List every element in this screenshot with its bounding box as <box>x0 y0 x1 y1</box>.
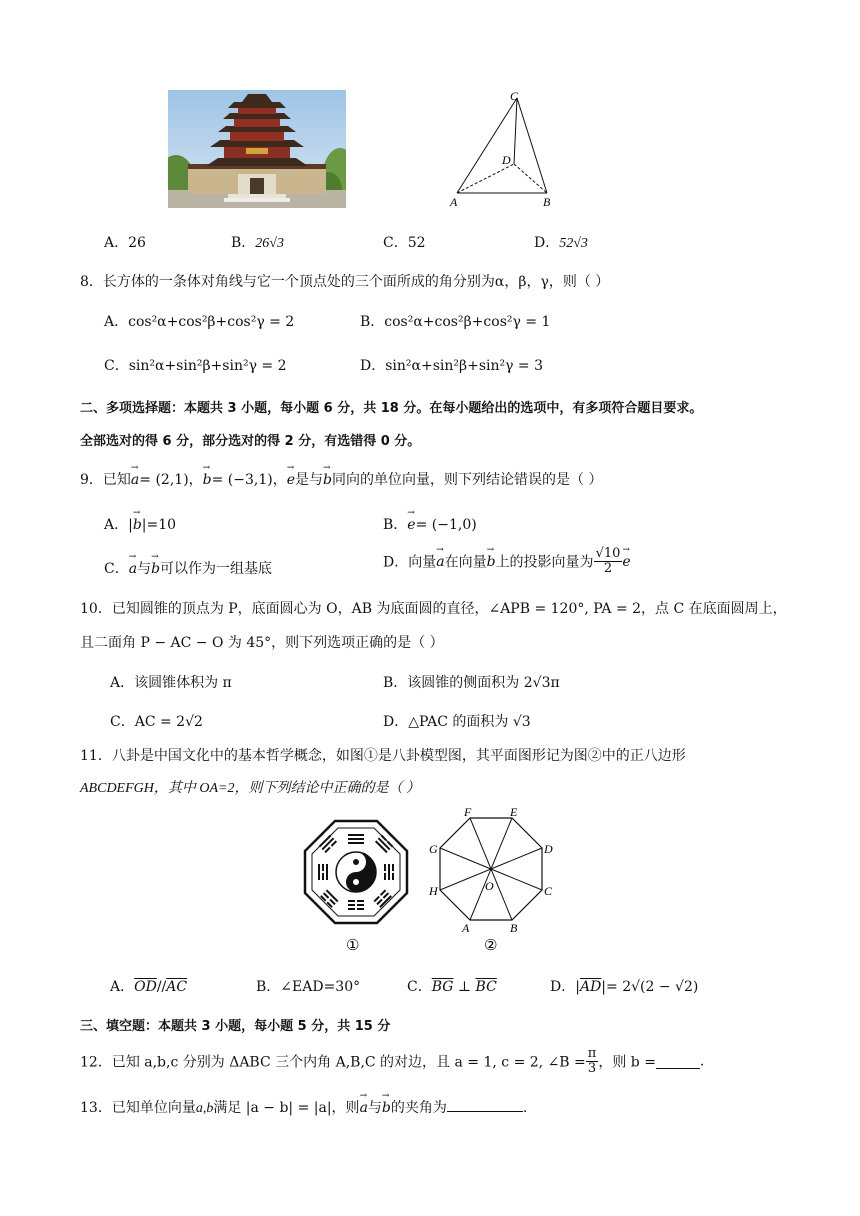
oct-label-d: D <box>544 842 553 856</box>
q11-vec-ad: $\overline{AD}$ <box>579 979 602 995</box>
oct-label-g: G <box>429 842 438 856</box>
tetrahedron-diagram <box>440 86 570 210</box>
vec-b4: → b <box>151 561 160 577</box>
q9-option-c-mid: 与 <box>137 561 152 577</box>
q9-option-d-mid1: 在向量 <box>444 554 487 571</box>
q11-vec-od: $\overline{OD}$ <box>134 979 157 995</box>
q11-vec-bc: $\overline{BC}$ <box>475 979 497 995</box>
pagoda-photo <box>168 90 346 208</box>
oct-label-f: F <box>464 805 472 819</box>
q9-fraction <box>594 547 623 576</box>
oct-label-a: A <box>462 921 470 935</box>
q11-option-a <box>110 976 187 996</box>
q12-stem: 12．已知 a,b,c 分别为 ΔABC 三个内角 A,B,C 的对边，且 a = 1, c = 2, ∠B = $\frac{\pi}{3}$ ，则 b = . <box>80 1046 705 1076</box>
q11-stem-line2: ABCDEFGH，其中 OA=2，则下列结论中正确的是（ ） <box>80 781 420 796</box>
q10-stem-line2: 且二面角 P − AC − O 为 45°，则下列选项正确的是（ ） <box>80 635 444 651</box>
label-a: A <box>450 195 458 209</box>
q10-option-d: D．△PAC 的面积为 √3 <box>383 714 531 730</box>
vec-b: → b <box>203 472 212 488</box>
vec-b3: → b <box>133 517 142 533</box>
section2-heading-line1: 二、多项选择题：本题共 3 小题，每小题 6 分，共 18 分。在每小题给出的选项中，有多项符合题目要求。 <box>80 401 703 416</box>
label-b: B <box>543 195 551 209</box>
q11-option-a-pre: A． <box>110 979 135 995</box>
bagua-figure <box>300 816 412 956</box>
edge-ad <box>457 164 514 193</box>
q11-option-c-pre: C． <box>407 979 432 995</box>
q9-option-b-post: = (−1,0) <box>415 517 477 533</box>
q11-option-c <box>407 976 497 996</box>
vec-e: → e <box>287 472 295 488</box>
vec-a2: → a <box>129 561 137 577</box>
q7-option-d-prefix: D． <box>534 235 560 251</box>
q12-stem-post: ，则 b = <box>598 1054 656 1071</box>
q9-option-b-pre: B． <box>383 517 408 533</box>
oct-label-o: O <box>485 879 494 893</box>
q10-option-a: A．该圆锥体积为 π <box>110 675 232 691</box>
q9-option-c-post: 可以作为一组基底 <box>160 561 273 577</box>
q7-option-a: A．26 <box>104 235 146 251</box>
q8-stem: 8．长方体的一条体对角线与它一个顶点处的三个面所成的角分别为α，β，γ，则（ ） <box>80 274 610 290</box>
section3-heading: 三、填空题：本题共 3 小题，每小题 5 分，共 15 分 <box>80 1019 391 1034</box>
q11-stem-line1: 11．八卦是中国文化中的基本哲学概念，如图①是八卦模型图，其平面图形记为图②中的正八边形 <box>80 748 686 764</box>
q13-cond: 满足 |a − b| = |a|，则 <box>213 1100 360 1116</box>
q10-option-c: C．AC = 2√2 <box>110 714 203 730</box>
q11-vec-ac: $\overline{AC}$ <box>166 979 188 995</box>
q7-option-d-value: 52√3 <box>559 236 588 251</box>
q9-e-text: 是与 <box>295 472 324 488</box>
q13-stem-pre: 13．已知单位向量 <box>80 1100 196 1116</box>
q9-option-c <box>104 558 272 578</box>
oct-label-c: C <box>544 884 553 898</box>
q9-frac-num: √10 <box>595 546 621 561</box>
vec-b2: → b <box>323 472 332 488</box>
q12-stem-pre: 12．已知 a,b,c 分别为 ΔABC 三个内角 A,B,C 的对边，且 a = 1, c = 2, ∠B = <box>80 1054 586 1071</box>
oct-label-e: E <box>510 805 518 819</box>
figure1-label: ① <box>346 936 360 954</box>
q11-option-d: D．$|\overline{AD}|= 2√(2 - √2)$ <box>550 979 699 995</box>
oct-label-b: B <box>510 921 518 935</box>
q9-option-d-mid2: 上的投影向量为 <box>495 554 594 571</box>
edge-cb <box>517 98 547 193</box>
q8-option-d: D．sin²α+sin²β+sin²γ = 3 <box>360 358 544 374</box>
vec-b5: → b <box>487 554 496 570</box>
vec-e2: → e <box>407 517 415 533</box>
q7-option-b <box>231 232 284 252</box>
q9-stem <box>80 469 602 489</box>
q9-option-c-pre: C． <box>104 561 129 577</box>
q12-answer-blank[interactable] <box>656 1054 700 1069</box>
vec-e3: → e <box>622 554 630 570</box>
q7-option-b-value: 26√3 <box>255 236 284 251</box>
q13-ab: a,b <box>195 1101 214 1116</box>
q11-vec-bg: $\overline{BG}$ <box>431 979 454 995</box>
q12-fraction <box>586 1047 599 1076</box>
q13-answer-blank[interactable] <box>447 1097 523 1112</box>
q11-option-d-pre: D． <box>550 979 576 995</box>
figure2-label: ② <box>484 936 498 954</box>
q12-frac-num: π <box>587 1046 597 1061</box>
q11-option-d-post: = 2√(2 − √2) <box>606 979 699 995</box>
vec-a: → a <box>131 472 139 488</box>
q9-option-d-pre: D．向量 <box>383 554 437 571</box>
octagon-figure <box>426 804 566 956</box>
oct-label-h: H <box>429 884 438 898</box>
q11-option-b: B．∠EAD=30° <box>256 979 361 995</box>
edge-cd <box>514 98 517 164</box>
q9-b-def: = (−3,1)， <box>211 472 287 488</box>
q12-frac-den: 3 <box>587 1061 597 1076</box>
q7-option-d <box>534 232 588 252</box>
vec-a3: → a <box>436 554 444 570</box>
q7-option-c: C．52 <box>383 235 426 251</box>
q9-frac-den: 2 <box>603 561 613 576</box>
q9-option-a-post: |=10 <box>141 517 177 533</box>
label-c: C <box>510 89 519 103</box>
q9-option-b <box>383 514 477 534</box>
edge-ca <box>457 98 517 193</box>
q13-stem-post: 的夹角为 <box>390 1100 447 1116</box>
q7-option-b-prefix: B． <box>231 235 256 251</box>
q13-vec-b: → b <box>382 1100 391 1116</box>
q9-option-d <box>383 547 631 576</box>
q8-option-c: C．sin²α+sin²β+sin²γ = 2 <box>104 358 287 374</box>
q9-stem-post: 同向的单位向量，则下列结论错误的是（ ） <box>332 472 603 488</box>
q8-option-b: B．cos²α+cos²β+cos²γ = 1 <box>360 314 551 330</box>
q11-option-c-mid: ⊥ <box>453 979 476 995</box>
q13-vec-a: → a <box>360 1100 368 1116</box>
q13-stem: 13．已知单位向量a,b满足 |a − b| = |a|，则→ a与→ b的夹角为 . <box>80 1097 527 1117</box>
q11-option-a-mid: // <box>156 979 167 995</box>
q9-a-def: = (2,1)， <box>139 472 203 488</box>
q9-option-a <box>104 514 176 534</box>
section2-heading-line2: 全部选对的得 6 分，部分选对的得 2 分，有选错得 0 分。 <box>80 434 421 449</box>
q9-option-a-pre: A．| <box>104 517 133 533</box>
q10-option-b: B．该圆锥的侧面积为 2√3π <box>383 675 560 691</box>
label-d: D <box>502 153 511 167</box>
q9-stem-pre: 9．已知 <box>80 472 131 488</box>
q10-stem-line1: 10．已知圆锥的顶点为 P，底面圆心为 O，AB 为底面圆的直径，∠APB = 120°, PA = 2，点 C 在底面圆周上， <box>80 601 787 617</box>
q8-option-a: A．cos²α+cos²β+cos²γ = 2 <box>104 314 295 330</box>
q13-mid: 与 <box>367 1100 382 1116</box>
